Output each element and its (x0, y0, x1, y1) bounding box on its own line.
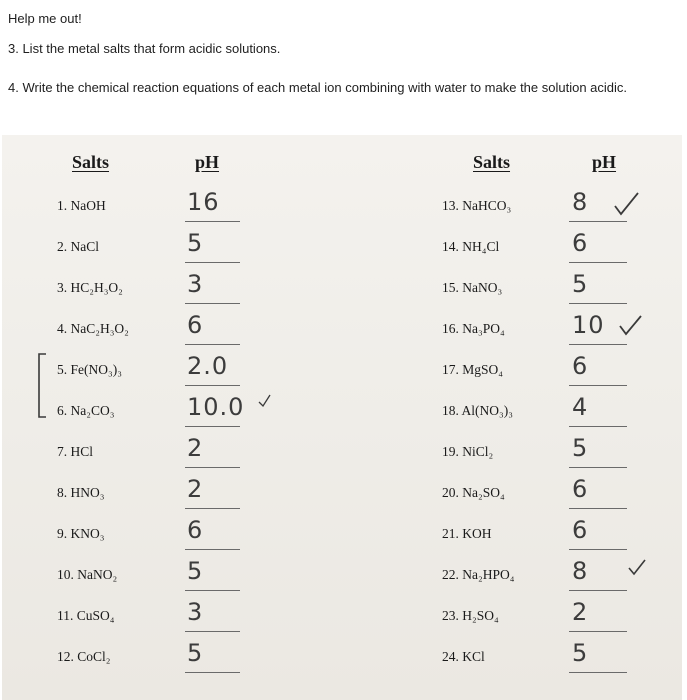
answer-line (569, 590, 627, 591)
ph-value-right-7: 5 (572, 434, 589, 462)
answer-line (569, 508, 627, 509)
salt-right-10: 22. Na₂HPO₄ (442, 567, 515, 582)
salt-left-4: 4. NaC₂H₃O₂ (57, 321, 129, 336)
ph-value-right-11: 2 (572, 598, 589, 626)
ph-value-right-1: 8 (572, 188, 589, 216)
ph-value-right-9: 6 (572, 516, 589, 544)
ph-value-left-2: 5 (187, 229, 204, 257)
answer-line (569, 344, 627, 345)
salt-left-3: 3. HC₂H₃O₂ (57, 280, 123, 295)
answer-line (569, 303, 627, 304)
post-title: Help me out! (8, 11, 82, 26)
worksheet (2, 135, 682, 700)
ph-value-left-3: 3 (187, 270, 204, 298)
ph-value-left-11: 3 (187, 598, 204, 626)
ph-value-right-3: 5 (572, 270, 589, 298)
answer-line (185, 344, 240, 345)
salt-right-8: 20. Na₂SO₄ (442, 485, 505, 500)
salt-right-12: 24. KCl (442, 649, 485, 664)
salt-left-6: 6. Na₂CO₃ (57, 403, 115, 418)
salt-left-9: 9. KNO₃ (57, 526, 105, 541)
salt-right-5: 17. MgSO₄ (442, 362, 503, 377)
salt-right-7: 19. NiCl₂ (442, 444, 494, 459)
ph-value-left-1: 16 (187, 188, 220, 216)
answer-line (569, 426, 627, 427)
ph-value-left-6: 10.0 (187, 393, 245, 421)
ph-value-left-5: 2.0 (187, 352, 229, 380)
header-ph-right: pH (592, 152, 617, 172)
ph-value-right-5: 6 (572, 352, 589, 380)
salt-right-1: 13. NaHCO₃ (442, 198, 512, 213)
worksheet-photo (2, 135, 682, 700)
check-icon (626, 557, 648, 579)
answer-line (185, 303, 240, 304)
ph-value-left-12: 5 (187, 639, 204, 667)
salt-right-11: 23. H₂SO₄ (442, 608, 499, 623)
header-salts-right: Salts (473, 152, 511, 172)
salt-left-7: 7. HCl (57, 444, 94, 459)
answer-line (185, 590, 240, 591)
answer-line (569, 262, 627, 263)
answer-line (185, 221, 240, 222)
salt-left-8: 8. HNO₃ (57, 485, 105, 500)
ph-value-right-4: 10 (572, 311, 605, 339)
answer-line (569, 385, 627, 386)
salt-left-1: 1. NaOH (57, 198, 106, 213)
question-4: 4. Write the chemical reaction equations of each metal ion combining with water to make the solution acidic. (8, 80, 628, 95)
answer-line (185, 467, 240, 468)
answer-line (569, 631, 627, 632)
header-salts-left: Salts (72, 152, 110, 172)
salt-right-3: 15. NaNO₃ (442, 280, 503, 295)
answer-line (569, 221, 627, 222)
answer-line (185, 385, 240, 386)
ph-value-right-10: 8 (572, 557, 589, 585)
ph-value-right-6: 4 (572, 393, 589, 421)
answer-line (185, 262, 240, 263)
ph-value-left-9: 6 (187, 516, 204, 544)
answer-line (569, 549, 627, 550)
check-icon (617, 313, 645, 339)
salt-left-10: 10. NaNO₂ (57, 567, 118, 582)
ph-value-left-4: 6 (187, 311, 204, 339)
salt-right-4: 16. Na₃PO₄ (442, 321, 505, 336)
ph-value-right-8: 6 (572, 475, 589, 503)
salt-left-12: 12. CoCl₂ (57, 649, 111, 664)
salt-left-5: 5. Fe(NO₃)₃ (57, 362, 122, 377)
bracket-mark (32, 351, 52, 421)
salt-right-6: 18. Al(NO₃)₃ (442, 403, 513, 418)
answer-line (185, 508, 240, 509)
check-icon (612, 190, 642, 220)
answer-line (569, 467, 627, 468)
answer-line (185, 426, 240, 427)
salt-right-9: 21. KOH (442, 526, 492, 541)
ph-value-left-7: 2 (187, 434, 204, 462)
ph-value-right-12: 5 (572, 639, 589, 667)
ph-value-left-10: 5 (187, 557, 204, 585)
ph-value-right-2: 6 (572, 229, 589, 257)
answer-line (185, 672, 240, 673)
answer-line (185, 631, 240, 632)
question-3: 3. List the metal salts that form acidic solutions. (8, 41, 281, 56)
ph-value-left-8: 2 (187, 475, 204, 503)
answer-line (569, 672, 627, 673)
header-ph-left: pH (195, 152, 220, 172)
salt-left-11: 11. CuSO₄ (57, 608, 115, 623)
check-icon (257, 393, 273, 409)
answer-line (185, 549, 240, 550)
salt-right-2: 14. NH₄Cl (442, 239, 500, 254)
salt-left-2: 2. NaCl (57, 239, 99, 254)
